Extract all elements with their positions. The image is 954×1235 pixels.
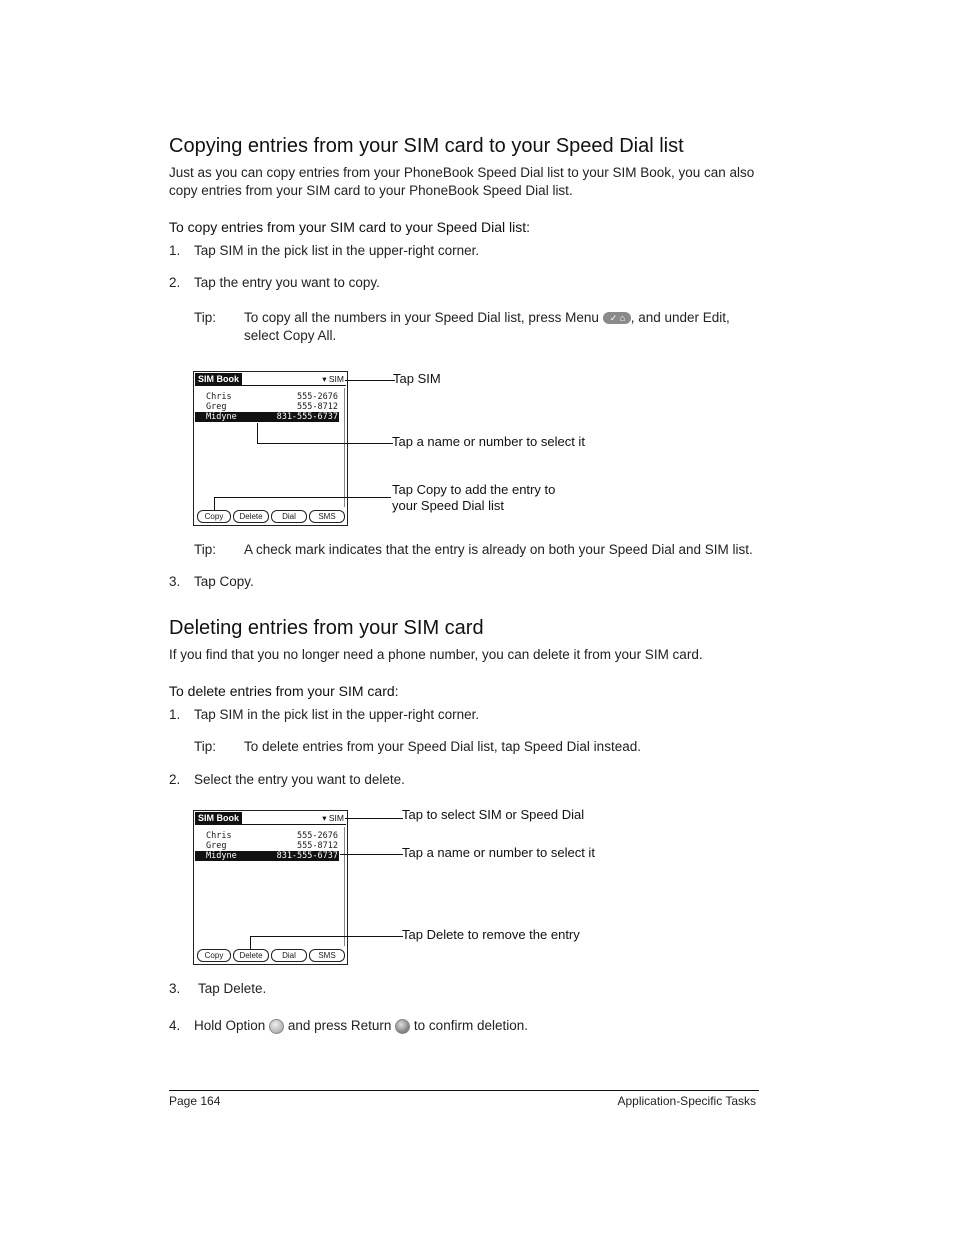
callout-tap-delete: Tap Delete to remove the entry [402,927,580,942]
callout-line [250,936,251,950]
callout-line [257,423,258,443]
copy-button[interactable]: Copy [197,510,231,523]
procedure-title-copy: To copy entries from your SIM card to your Speed Dial list: [169,219,531,235]
copy-button[interactable]: Copy [197,949,231,962]
title-underline [195,385,346,386]
step-text: Tap SIM in the pick list in the upper-right corner. [194,707,480,722]
list-item-selected[interactable] [195,851,339,861]
step-number: 2. [169,275,181,290]
delete-button[interactable]: Delete [233,510,269,523]
menu-key-icon: ✓ ⌂ [603,312,631,324]
callout-line [340,854,403,855]
tip-label: Tip: [194,542,217,557]
entry-name: Greg [206,402,227,412]
entry-name: Midyne [206,412,237,422]
callout-line [345,380,395,381]
callout-tap-name: Tap a name or number to select it [392,434,585,449]
option-key-icon [269,1019,284,1034]
step-text: Select the entry you want to delete. [194,772,405,787]
tip-text: To delete entries from your Speed Dial list, tap Speed Dial instead. [244,739,641,754]
callout-line [250,936,403,937]
entry-name: Midyne [206,851,237,861]
step-text: Tap the entry you want to copy. [194,275,380,290]
callout-tap-copy: Tap Copy to add the entry to [392,482,556,497]
intro-text-line1: Just as you can copy entries from your PhoneBook Speed Dial list to your SIM Book, you can also [169,165,755,180]
entry-phone: 555-8712 [297,402,338,412]
callout-select-sim: Tap to select SIM or Speed Dial [402,807,585,822]
sms-button[interactable]: SMS [309,510,345,523]
screen-title: SIM Book [195,373,242,385]
scrollbar[interactable] [344,388,345,507]
step-text [194,1017,528,1035]
tip-text-b: , and under Edit, [630,310,730,325]
entry-name: Greg [206,841,227,851]
entry-phone: 831-555-6737 [276,412,338,422]
callout-line [214,497,391,498]
step-text: Tap SIM in the pick list in the upper-right corner. [194,243,480,258]
step-number: 4. [169,1018,181,1033]
sim-book-screenshot [193,371,348,526]
step-text-a: Hold Option [194,1018,266,1033]
screen-title: SIM Book [195,812,242,824]
title-underline [195,824,346,825]
section-heading-copy: Copying entries from your SIM card to your Speed Dial list [169,135,684,157]
tip-text: A check mark indicates that the entry is already on both your Speed Dial and SIM list. [244,542,753,557]
list-item-selected[interactable] [195,412,339,422]
step-text: Tap Copy. [194,574,254,589]
intro-text: If you find that you no longer need a phone number, you can delete it from your SIM card. [169,647,703,662]
step-number: 3. [169,981,181,996]
callout-line [214,497,215,510]
step-number: 1. [169,243,181,258]
footer-rule [169,1090,759,1091]
entry-name: Chris [206,392,232,402]
scrollbar[interactable] [344,827,345,946]
list-item[interactable] [195,402,339,412]
tip-label: Tip: [194,739,217,754]
tip-text-c: select Copy All. [244,328,337,343]
delete-button[interactable]: Delete [233,949,269,962]
callout-tap-sim: Tap SIM [393,371,441,386]
intro-text-line2: copy entries from your SIM card to your PhoneBook Speed Dial list. [169,183,573,198]
sim-pick-list[interactable]: ▾ SIM [322,813,344,823]
callout-line [345,818,403,819]
dial-button[interactable]: Dial [271,949,307,962]
entry-phone: 555-2676 [297,831,338,841]
sim-pick-list[interactable]: ▾ SIM [322,374,344,384]
callout-line [257,443,393,444]
callout-tap-copy-2: your Speed Dial list [392,498,504,513]
chapter-title: Application-Specific Tasks [617,1094,756,1108]
list-item[interactable] [195,841,339,851]
section-heading-delete: Deleting entries from your SIM card [169,617,484,639]
entry-phone: 555-8712 [297,841,338,851]
step-number: 3. [169,574,181,589]
callout-tap-name: Tap a name or number to select it [402,845,595,860]
step-text: Tap Delete. [198,981,267,996]
entry-name: Chris [206,831,232,841]
tip-text [244,309,730,327]
list-item[interactable] [195,831,339,841]
procedure-title-delete: To delete entries from your SIM card: [169,683,399,699]
sms-button[interactable]: SMS [309,949,345,962]
list-item[interactable] [195,392,339,402]
step-number: 1. [169,707,181,722]
step-text-c: to confirm deletion. [413,1018,528,1033]
page-number: Page 164 [169,1094,221,1108]
tip-text-a: To copy all the numbers in your Speed Dial list, press Menu [244,310,599,325]
step-text-b: and press Return [287,1018,392,1033]
step-number: 2. [169,772,181,787]
dial-button[interactable]: Dial [271,510,307,523]
entry-phone: 831-555-6737 [276,851,338,861]
entry-phone: 555-2676 [297,392,338,402]
sim-book-screenshot [193,810,348,965]
return-key-icon [395,1019,410,1034]
tip-label: Tip: [194,310,217,325]
